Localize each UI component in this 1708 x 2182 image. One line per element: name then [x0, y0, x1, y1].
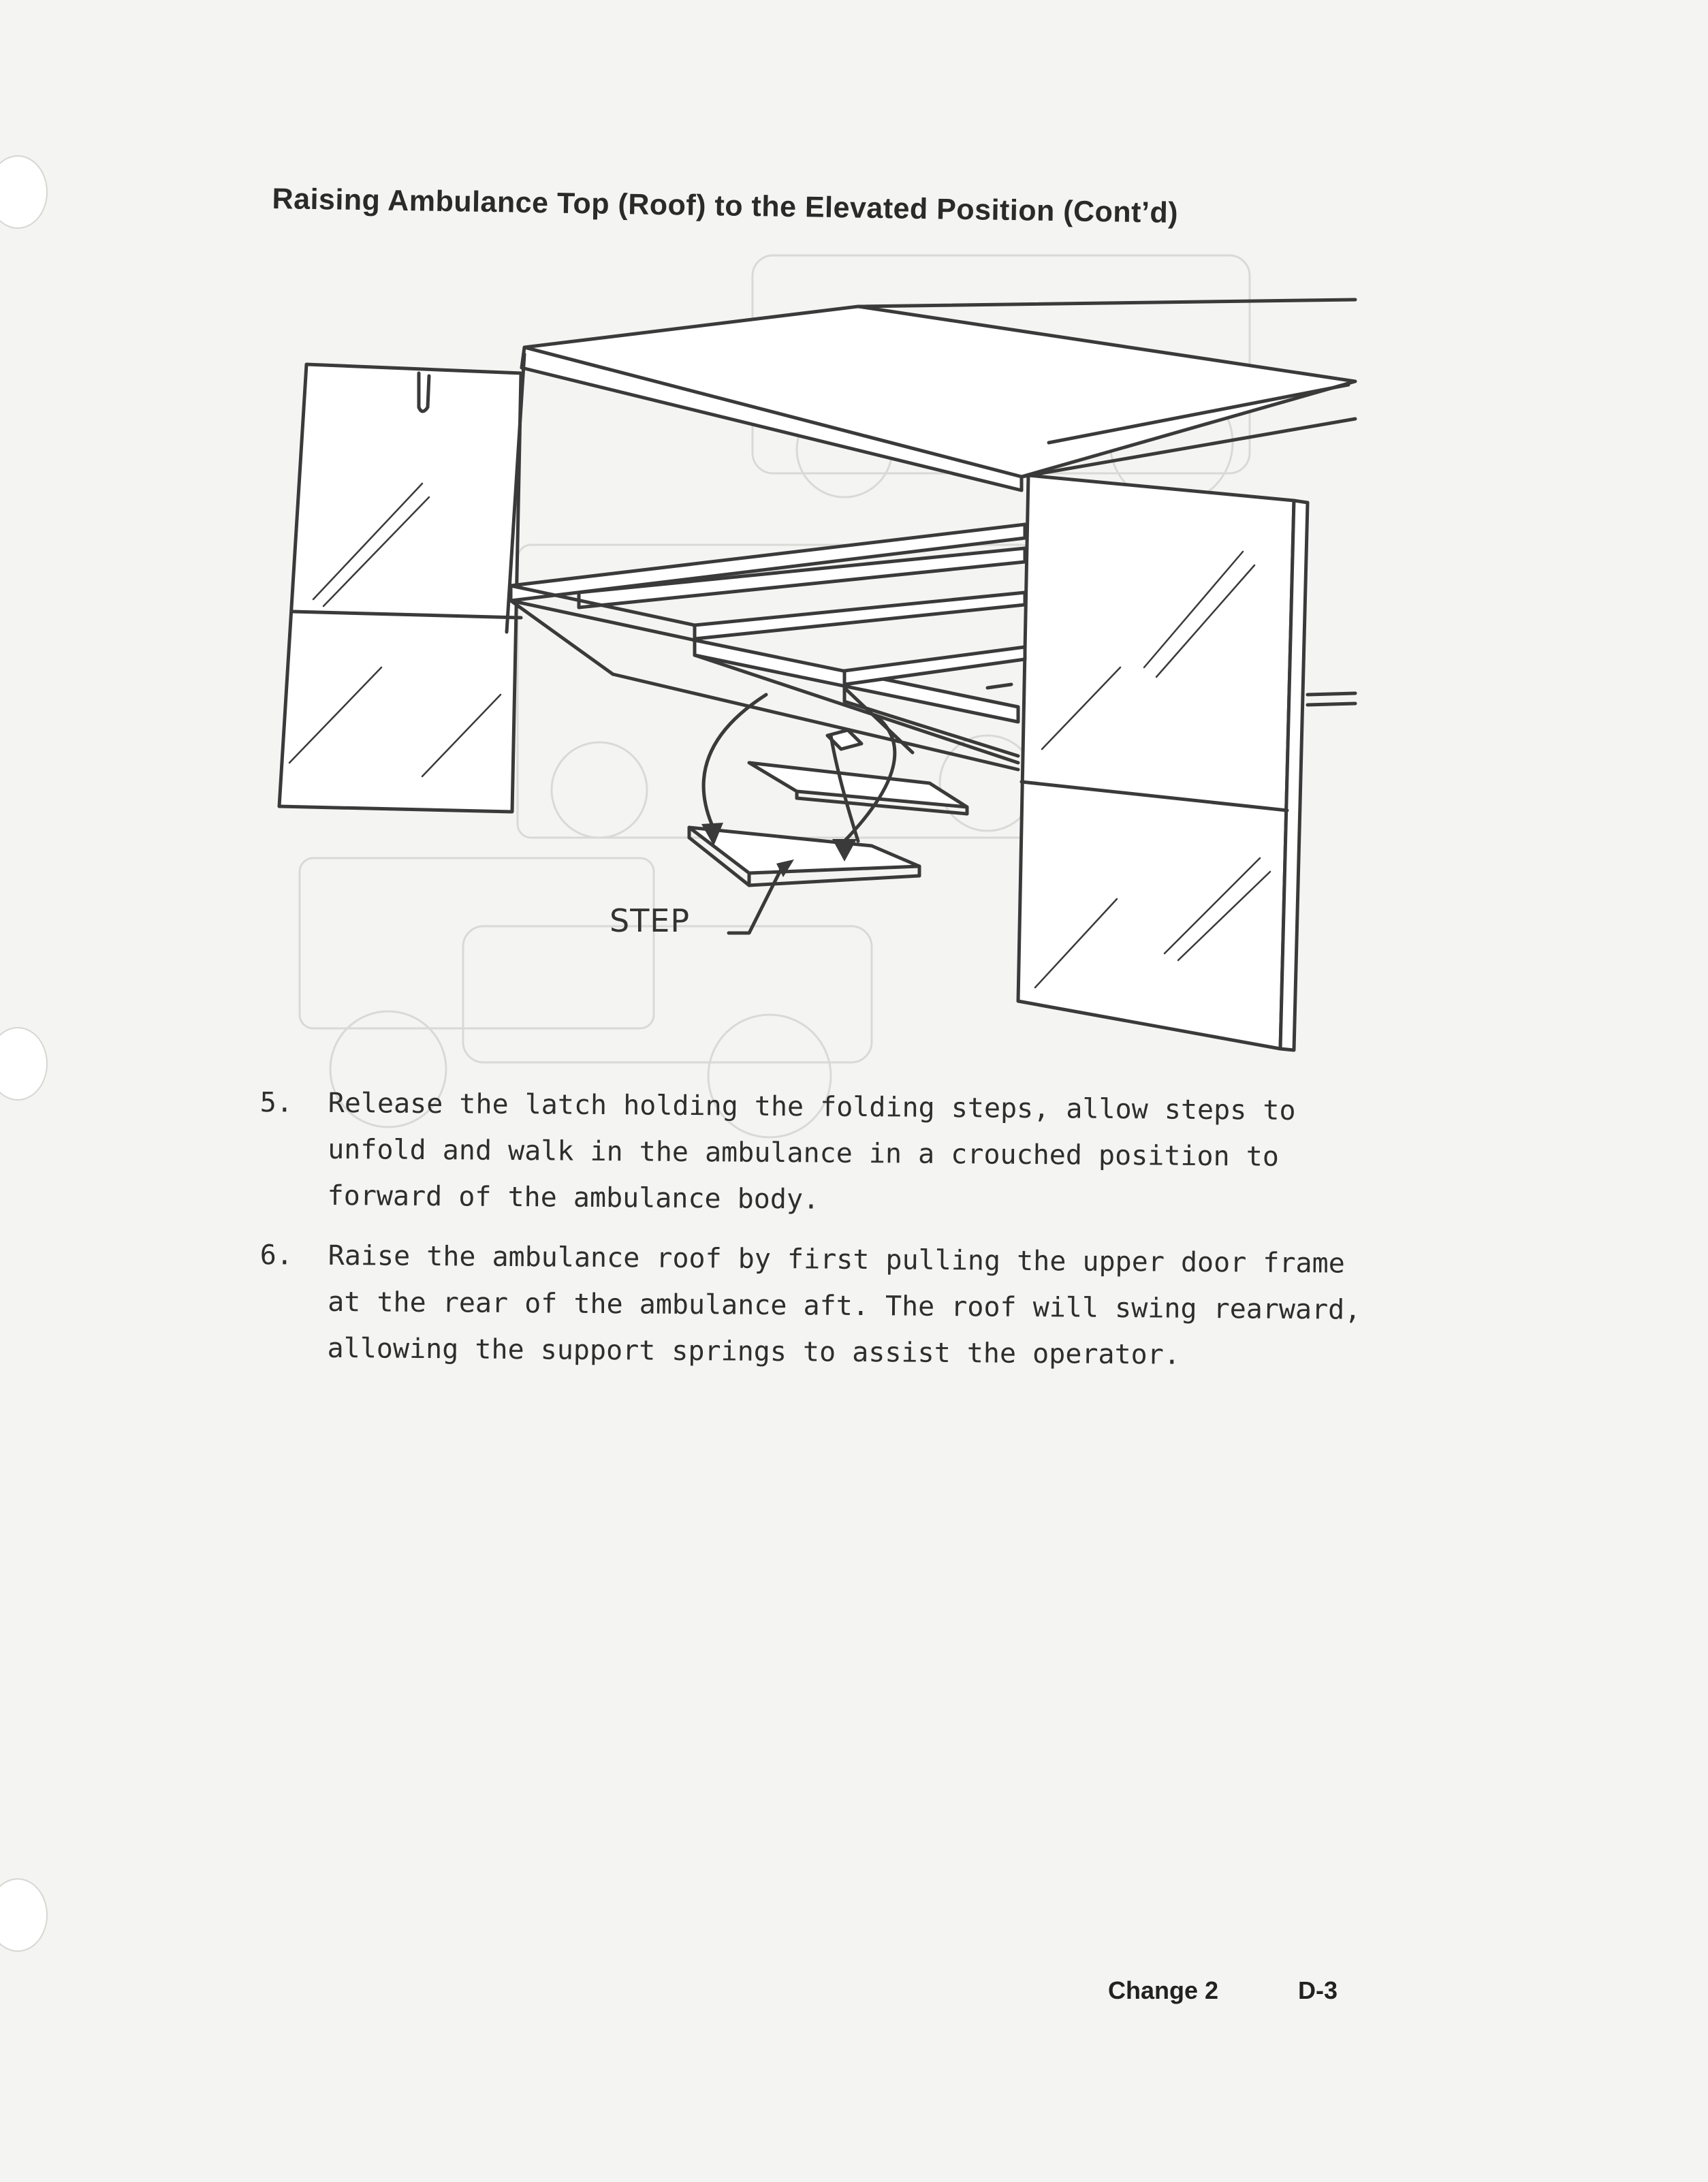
punch-hole-bottom: [0, 1878, 48, 1952]
step-text: Release the latch holding the folding steps, allow steps to unfold and walk in the ambulance in a crouched position to forward of the ambulance body.: [327, 1087, 1296, 1216]
page-number: D-3: [1298, 1976, 1338, 2004]
change-notice: Change 2: [1108, 1976, 1219, 2004]
ambulance-step-illustration: [259, 286, 1376, 1076]
step-callout-label: STEP: [610, 902, 691, 939]
step-number: 6.: [259, 1239, 294, 1271]
punch-hole-top: [0, 155, 48, 229]
step-text: Raise the ambulance roof by first pulling the upper door frame at the rear of the ambulance aft. The roof will swing rearward, allowing the support springs to assist the operator.: [327, 1239, 1361, 1371]
punch-hole-middle: [0, 1027, 48, 1101]
step-number: 5.: [259, 1087, 294, 1119]
instruction-step-5: [251, 1079, 1382, 1227]
page-title: Raising Ambulance Top (Roof) to the Elevated Position (Cont’d): [272, 183, 1179, 230]
instruction-step-6: [251, 1232, 1382, 1380]
instruction-list: [252, 1079, 1382, 1371]
